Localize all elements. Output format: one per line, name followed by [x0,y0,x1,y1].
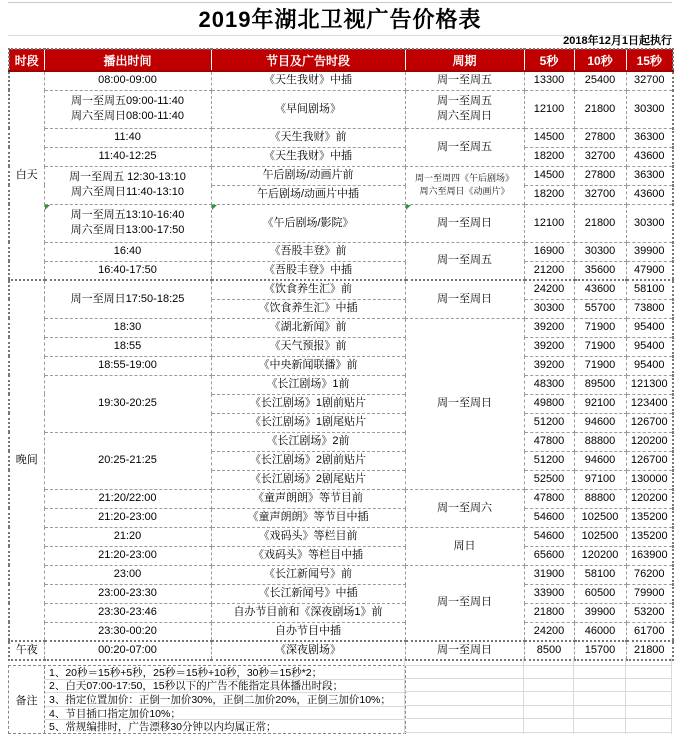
price-cell: 21200 [524,261,574,280]
price-cell: 39200 [524,356,574,375]
cycle-cell: 周一至周日 [405,565,524,641]
price-cell: 30300 [626,90,673,128]
time-cell: 周一至周五09:00-11:40 周六至周日08:00-11:40 [44,90,211,128]
table-row [9,432,673,451]
price-cell: 12100 [524,90,574,128]
time-cell: 周一至周五13:10-16:40 周六至周日13:00-17:50 [44,204,211,242]
table-row [9,356,673,375]
program-cell: 《天生我财》中插 [211,71,405,90]
price-cell: 51200 [524,413,574,432]
price-cell: 31900 [524,565,574,584]
period-cell: 白天 [9,71,44,280]
time-cell: 周一至周日17:50-18:25 [44,280,211,318]
price-cell: 89500 [574,375,626,394]
cycle-cell: 周一至周六 [405,489,524,527]
price-cell: 121300 [626,375,673,394]
price-cell: 94600 [574,413,626,432]
program-cell: 《长江新闻号》中插 [211,584,405,603]
program-cell: 《长江剧场》1剧尾贴片 [211,413,405,432]
price-cell: 88800 [574,432,626,451]
price-cell: 43600 [626,147,673,166]
table-row [9,546,673,565]
price-cell: 120200 [574,546,626,565]
price-cell: 130000 [626,470,673,489]
price-cell: 52500 [524,470,574,489]
price-cell: 92100 [574,394,626,413]
header-5s: 5秒 [524,49,574,71]
price-cell: 95400 [626,337,673,356]
price-cell: 53200 [626,603,673,622]
price-cell: 39200 [524,318,574,337]
price-cell: 49800 [524,394,574,413]
price-cell: 27800 [574,166,626,185]
price-cell: 16900 [524,242,574,261]
price-cell: 102500 [574,508,626,527]
program-cell: 《长江剧场》1前 [211,375,405,394]
price-cell: 97100 [574,470,626,489]
green-corner-marker-icon [212,205,217,210]
price-cell: 51200 [524,451,574,470]
cycle-cell: 周一至周五 [405,71,524,90]
price-cell: 48300 [524,375,574,394]
table-row [9,280,673,299]
note-line: 1、20秒＝15秒+5秒，25秒＝15秒+10秒，30秒＝15秒*2； [45,666,405,680]
price-cell: 8500 [524,641,574,660]
program-cell: 《饮食养生汇》前 [211,280,405,299]
price-cell: 58100 [574,565,626,584]
price-cell: 21800 [524,603,574,622]
price-cell: 24200 [524,280,574,299]
price-cell: 55700 [574,299,626,318]
price-cell: 33900 [524,584,574,603]
price-cell: 71900 [574,356,626,375]
price-cell: 36300 [626,166,673,185]
table-row [9,622,673,641]
price-cell: 24200 [524,622,574,641]
program-cell: 《童声朗朗》等节目前 [211,489,405,508]
notes-label: 备注 [9,666,45,733]
price-cell: 94600 [574,451,626,470]
time-cell: 19:30-20:25 [44,375,211,432]
program-cell: 《吾股丰登》中插 [211,261,405,280]
gridline [573,658,574,734]
price-cell: 47800 [524,489,574,508]
time-cell: 11:40-12:25 [44,147,211,166]
price-cell: 163900 [626,546,673,565]
program-cell: 《早间剧场》 [211,90,405,128]
gridline [405,732,672,733]
time-cell: 18:55-19:00 [44,356,211,375]
table-row [9,204,673,242]
price-cell: 32700 [574,147,626,166]
note-line: 4、节目插口指定加价10%； [45,707,405,721]
price-cell: 126700 [626,451,673,470]
time-cell: 周一至周五 12:30-13:10 周六至周日11:40-13:10 [44,166,211,204]
price-cell: 39900 [626,242,673,261]
note-line: 5、常规编排时，广告漂移30分钟以内均属正常； [49,721,277,733]
price-cell: 12100 [524,204,574,242]
cycle-cell: 周一至周五 周六至周日 [405,90,524,128]
price-cell: 54600 [524,508,574,527]
gridline [625,658,626,734]
program-cell: 《吾股丰登》前 [211,242,405,261]
time-cell: 21:20/22:00 [44,489,211,508]
program-cell: 《长江剧场》2剧尾贴片 [211,470,405,489]
program-cell: 《长江剧场》2剧前贴片 [211,451,405,470]
program-cell: 午后剧场/动画片前 [211,166,405,185]
cycle-cell: 周一至周日 [405,280,524,318]
program-cell: 《长江剧场》1剧前贴片 [211,394,405,413]
header-cycle: 周期 [405,49,524,71]
table-row [9,527,673,546]
table-row [9,166,673,185]
green-corner-marker-icon [45,205,50,210]
price-cell: 13300 [524,71,574,90]
table-row [9,603,673,622]
price-cell: 14500 [524,128,574,147]
price-cell: 15700 [574,641,626,660]
note-line: 3、指定位置加价：正倒一加价30%，正倒二加价20%，正倒三加价10%； [45,693,405,707]
gridline [405,691,672,692]
price-cell: 32700 [574,185,626,204]
program-cell: 《中央新闻联播》前 [211,356,405,375]
notes-block [8,665,406,734]
table-row [9,71,673,90]
table-row [9,242,673,261]
price-cell: 73800 [626,299,673,318]
price-cell: 39900 [574,603,626,622]
price-cell: 123400 [626,394,673,413]
price-cell: 21800 [574,204,626,242]
price-cell: 43600 [626,185,673,204]
gridline [404,658,405,734]
cycle-cell: 周一至周四《午后剧场》 周六至周日《动画片》 [405,166,524,204]
cycle-cell: 周一至周五 [405,128,524,166]
price-cell: 21800 [626,641,673,660]
table-row [9,565,673,584]
time-cell: 23:00 [44,565,211,584]
gridline [405,665,672,666]
time-cell: 08:00-09:00 [44,71,211,90]
price-cell: 102500 [574,527,626,546]
time-cell: 18:55 [44,337,211,356]
program-cell: 《午后剧场/影院》 [211,204,405,242]
note-line: 2、白天07:00-17:50，15秒以下的广告不能指定具体播出时段； [45,680,405,694]
price-cell: 14500 [524,166,574,185]
price-cell: 30300 [574,242,626,261]
time-cell: 21:20 [44,527,211,546]
program-cell: 《饮食养生汇》中插 [211,299,405,318]
program-cell: 《戏码头》等栏目中插 [211,546,405,565]
time-cell: 23:00-23:30 [44,584,211,603]
program-cell: 《童声朗朗》等节目中插 [211,508,405,527]
price-cell: 36300 [626,128,673,147]
header-row [9,49,673,71]
cycle-cell: 周一至周日 [405,318,524,489]
price-cell: 61700 [626,622,673,641]
program-cell: 自办节目前和《深夜剧场1》前 [211,603,405,622]
price-cell: 21800 [574,90,626,128]
gridline [523,658,524,734]
header-10s: 10秒 [574,49,626,71]
top-gridline [8,2,672,3]
price-cell: 76200 [626,565,673,584]
header-15s: 15秒 [626,49,673,71]
gridline [405,718,672,719]
price-cell: 135200 [626,527,673,546]
price-cell: 47900 [626,261,673,280]
price-cell: 30300 [626,204,673,242]
effective-date: 2018年12月1日起执行 [563,35,672,47]
price-cell: 18200 [524,147,574,166]
price-cell: 54600 [524,527,574,546]
table-row [9,147,673,166]
header-period: 时段 [9,49,44,71]
table-row [9,261,673,280]
price-cell: 35600 [574,261,626,280]
price-cell: 32700 [626,71,673,90]
program-cell: 《长江新闻号》前 [211,565,405,584]
price-cell: 95400 [626,356,673,375]
table-row [9,375,673,394]
page-title: 2019年湖北卫视广告价格表 [198,7,482,32]
time-cell: 11:40 [44,128,211,147]
time-cell: 21:20-23:00 [44,546,211,565]
period-cell: 午夜 [9,641,44,660]
price-table [8,48,674,661]
price-cell: 27800 [574,128,626,147]
time-cell: 23:30-23:46 [44,603,211,622]
time-cell: 21:20-23:00 [44,508,211,527]
green-corner-marker-icon [406,205,411,210]
program-cell: 《戏码头》等栏目前 [211,527,405,546]
cycle-cell: 周日 [405,527,524,565]
table-row [9,90,673,128]
time-cell: 16:40-17:50 [44,261,211,280]
program-cell: 《天气预报》前 [211,337,405,356]
time-cell: 18:30 [44,318,211,337]
notes-list [45,666,405,733]
period-cell: 晚间 [9,280,44,641]
price-cell: 43600 [574,280,626,299]
price-cell: 18200 [524,185,574,204]
gridline [405,705,672,706]
program-cell: 自办节目中插 [211,622,405,641]
program-cell: 《天生我财》中插 [211,147,405,166]
cycle-cell: 周一至周五 [405,242,524,280]
program-cell: 《天生我财》前 [211,128,405,147]
program-cell: 《深夜剧场》 [211,641,405,660]
header-time: 播出时间 [44,49,211,71]
program-cell: 午后剧场/动画片中插 [211,185,405,204]
price-cell: 39200 [524,337,574,356]
price-cell: 88800 [574,489,626,508]
price-cell: 60500 [574,584,626,603]
price-cell: 120200 [626,432,673,451]
price-cell: 25400 [574,71,626,90]
gridline [405,678,672,679]
table-row [9,318,673,337]
price-cell: 79900 [626,584,673,603]
header-program: 节目及广告时段 [211,49,405,71]
cycle-cell: 周一至周日 [405,204,524,242]
time-cell: 23:30-00:20 [44,622,211,641]
time-cell: 20:25-21:25 [44,432,211,489]
gridline [671,658,672,734]
table-row [9,489,673,508]
price-cell: 71900 [574,337,626,356]
time-cell: 00:20-07:00 [44,641,211,660]
price-cell: 71900 [574,318,626,337]
price-cell: 95400 [626,318,673,337]
price-cell: 46000 [574,622,626,641]
table-row [9,128,673,147]
time-cell: 16:40 [44,242,211,261]
price-cell: 65600 [524,546,574,565]
price-cell: 126700 [626,413,673,432]
program-cell: 《长江剧场》2前 [211,432,405,451]
price-cell: 58100 [626,280,673,299]
program-cell: 《湖北新闻》前 [211,318,405,337]
table-row [9,337,673,356]
cycle-cell: 周一至周日 [405,641,524,660]
price-cell: 47800 [524,432,574,451]
price-cell: 135200 [626,508,673,527]
table-row [9,584,673,603]
table-row [9,508,673,527]
price-cell: 120200 [626,489,673,508]
price-cell: 30300 [524,299,574,318]
